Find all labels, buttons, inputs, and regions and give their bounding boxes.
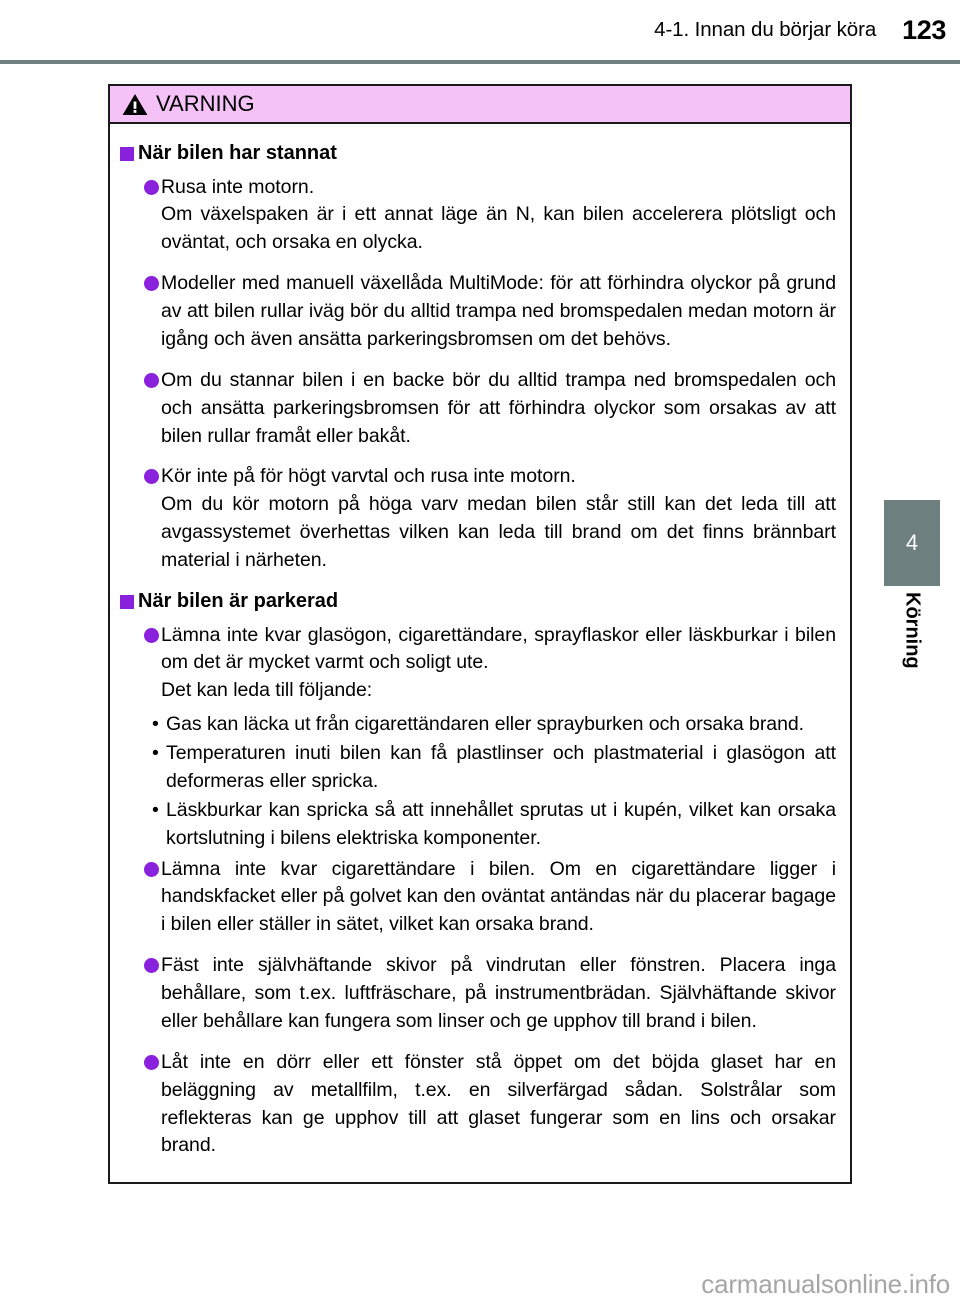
list-item-text: Fäst inte självhäftande skivor på vindrutan eller fönstren. Placera inga behållare, som t.ex. luftfräschare, på instrumentbrädan. Självhäftande skivor eller behållare kan fungera som linser och ge upphov till brand i bilen. bbox=[161, 954, 836, 1032]
list-item bbox=[144, 270, 836, 354]
list-item-text: Låt inte en dörr eller ett fönster stå öppet om det böjda glaset har en beläggning av metallfilm, t.ex. en silverfärgad sådan. Solstrålar som reflekteras kan ge upphov till att glaset fungerar som en lins och orsakar brand. bbox=[161, 1050, 836, 1157]
warning-box-header bbox=[110, 86, 850, 124]
warning-box bbox=[108, 84, 852, 1184]
sub-list-item bbox=[152, 797, 836, 853]
square-bullet-icon bbox=[120, 595, 134, 609]
dash-bullet-icon: • bbox=[152, 713, 159, 736]
round-bullet-icon bbox=[144, 469, 159, 484]
chapter-label-text: Körning bbox=[901, 592, 924, 669]
footer-watermark: carmanualsonline.info bbox=[701, 1269, 950, 1299]
list-item-text: Modeller med manuell växellåda MultiMode: för att förhindra olyckor på grund av att bilen rullar iväg bör du alltid trampa ned bromspedalen medan motorn är igång och även ansätta parkeringsbromsen om det behövs. bbox=[161, 272, 836, 350]
list-item bbox=[144, 174, 836, 258]
sub-list-item-text: Läskburkar kan spricka så att innehållet sprutas ut i kupén, vilket kan orsaka kortslutning i bilens elektriska komponenter. bbox=[166, 798, 836, 849]
list-item bbox=[144, 367, 836, 451]
warning-title: VARNING bbox=[156, 91, 255, 116]
round-bullet-icon bbox=[144, 958, 159, 973]
page-number: 123 bbox=[902, 14, 946, 45]
sub-list-item bbox=[152, 740, 836, 796]
sub-list-item-text: Gas kan läcka ut från cigarettändaren eller sprayburken och orsaka brand. bbox=[166, 713, 805, 736]
sub-list-item-text: Temperaturen inuti bilen kan få plastlinser och plastmaterial i glasögon att deformeras eller spricka. bbox=[166, 742, 836, 792]
list-item-text: Rusa inte motorn. Om växelspaken är i ett annat läge än N, kan bilen accelerera plötsligt och oväntat, och orsaka en olycka. bbox=[161, 175, 836, 254]
round-bullet-icon bbox=[144, 180, 159, 195]
list-item bbox=[144, 463, 836, 575]
round-bullet-icon bbox=[144, 373, 159, 388]
list-item-text: Lämna inte kvar glasögon, cigarettändare, sprayflaskor eller läskburkar i bilen om det är mycket varmt och soligt ute. Det kan leda till följande: bbox=[161, 623, 836, 702]
list-item bbox=[144, 856, 836, 940]
chapter-tab-label bbox=[884, 592, 940, 752]
header-divider-rule bbox=[0, 60, 960, 64]
list-item bbox=[144, 622, 836, 706]
round-bullet-icon bbox=[144, 628, 159, 643]
chapter-number: 4 bbox=[905, 530, 919, 555]
round-bullet-icon bbox=[144, 862, 159, 877]
section-heading-vehicle-parked bbox=[120, 589, 836, 615]
page-header bbox=[0, 0, 960, 60]
list-item bbox=[144, 1049, 836, 1161]
header-section-title: 4-1. Innan du börjar köra bbox=[654, 18, 877, 41]
sub-list bbox=[152, 711, 836, 852]
section-heading-text: När bilen har stannat bbox=[138, 142, 337, 164]
round-bullet-icon bbox=[144, 276, 159, 291]
dash-bullet-icon: • bbox=[152, 798, 159, 821]
list-item bbox=[144, 952, 836, 1036]
round-bullet-icon bbox=[144, 1055, 159, 1070]
dash-bullet-icon: • bbox=[152, 742, 159, 765]
list-item-text: Lämna inte kvar cigarettändare i bilen. Om en cigarettändare ligger i handskfacket eller på golvet kan den oväntat antändas när du placerar bagage i bilen eller ställer in sätet, vilket kan orsaka brand. bbox=[161, 857, 836, 936]
chapter-tab-number bbox=[884, 500, 940, 586]
list-item-text: Om du stannar bilen i en backe bör du alltid trampa ned bromspedalen och och ansätta parkeringsbromsen för att förhindra olyckor som orsakas av att bilen rullar framåt eller bakåt. bbox=[161, 368, 836, 447]
square-bullet-icon bbox=[120, 147, 134, 161]
list-item-text: Kör inte på för högt varvtal och rusa inte motorn. Om du kör motorn på höga varv medan bilen står still kan det leda till att avgassystemet överhettas vilken kan leda till brand om det finns brännbart material i närheten. bbox=[161, 465, 836, 572]
sub-list-item bbox=[152, 711, 836, 739]
section-heading-text: När bilen är parkerad bbox=[138, 589, 339, 612]
warning-box-body bbox=[110, 124, 850, 1182]
warning-triangle-icon bbox=[122, 93, 148, 116]
section-heading-vehicle-stopped bbox=[120, 141, 836, 167]
